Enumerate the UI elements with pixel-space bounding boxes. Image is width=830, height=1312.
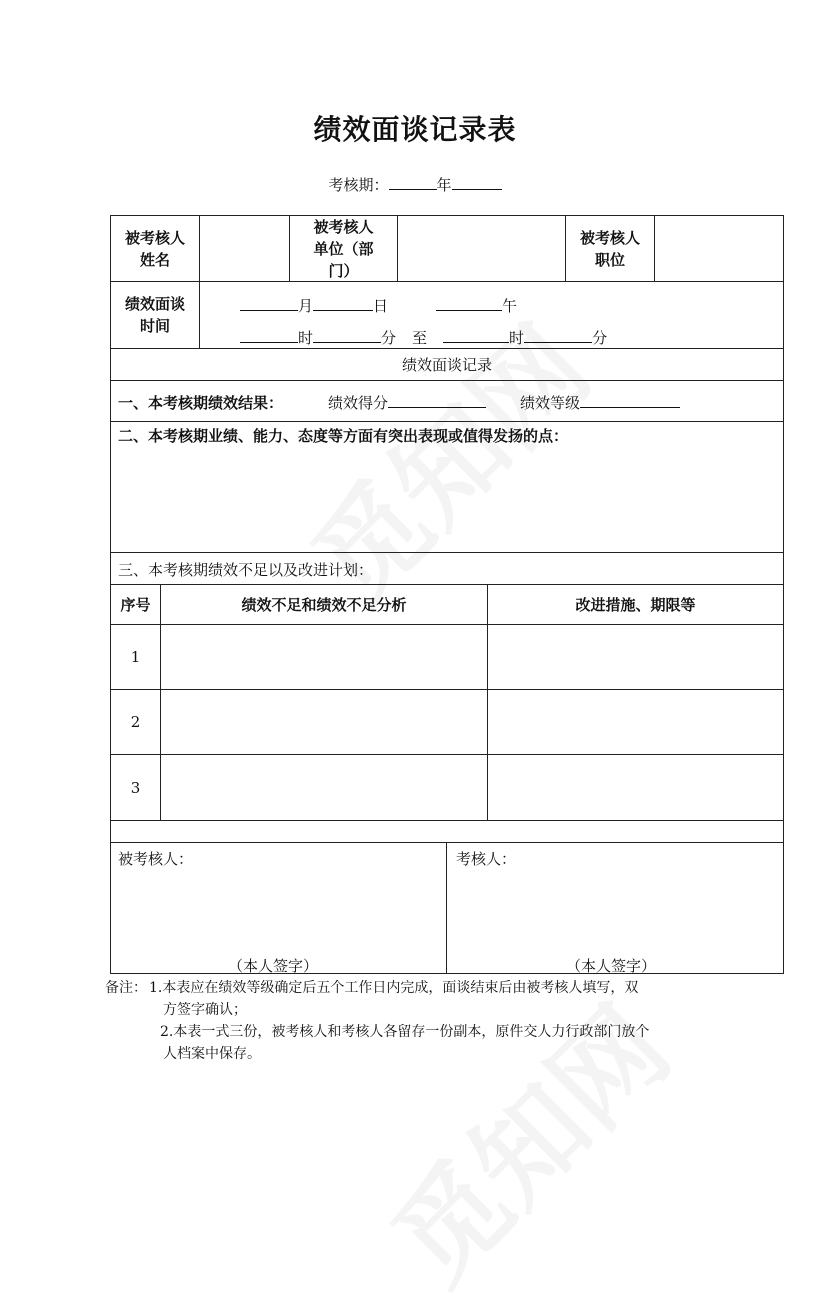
start-minute-blank[interactable] — [313, 328, 381, 343]
notes-prefix: 备注： — [105, 980, 147, 996]
employee-signature-area[interactable] — [111, 870, 446, 950]
period-label: 考核期： — [328, 176, 389, 194]
month-blank[interactable] — [240, 296, 298, 311]
note2-line2: 人档案中保存。 — [163, 1046, 261, 1062]
section2-input-area[interactable] — [111, 448, 783, 551]
section1-label: 一、本考核期绩效结果： — [118, 394, 284, 412]
employee-unit-field[interactable] — [398, 216, 565, 281]
section3-label: 三、本考核期绩效不足以及改进计划： — [118, 561, 374, 579]
noon-blank[interactable] — [436, 296, 502, 311]
interview-hour-line: 时 分 至 时 分 — [240, 327, 607, 348]
score-blank[interactable] — [388, 393, 486, 408]
grade-field: 绩效等级 — [520, 392, 680, 413]
improve-cell[interactable] — [488, 690, 783, 754]
row-index: 2 — [130, 713, 141, 731]
employee-unit-label: 被考核人单位（部门） — [313, 217, 374, 280]
col-index-header: 序号 — [120, 595, 151, 614]
note1-line2: 方签字确认； — [163, 1002, 247, 1018]
employee-name-field[interactable] — [200, 216, 289, 281]
employee-position-field[interactable] — [655, 216, 783, 281]
employee-sign-hint: （本人签字） — [228, 957, 319, 975]
day-blank[interactable] — [313, 296, 373, 311]
employee-signature-label: 被考核人： — [118, 850, 194, 868]
reviewer-signature-label: 考核人： — [456, 850, 517, 868]
review-period — [0, 174, 830, 195]
employee-name-label: 被考核人姓名 — [124, 228, 185, 269]
row-index: 3 — [130, 778, 141, 797]
interview-time-label: 绩效面谈时间 — [124, 295, 185, 335]
year-blank[interactable] — [389, 175, 437, 190]
note2-line1: 2.本表一式三份，被考核人和考核人各留存一份副本，原件交人力行政部门放个 — [160, 1024, 650, 1040]
end-hour-blank[interactable] — [443, 328, 509, 343]
grade-blank[interactable] — [580, 393, 680, 408]
start-hour-blank[interactable] — [240, 328, 298, 343]
record-title: 绩效面谈记录 — [401, 355, 492, 374]
end-minute-blank[interactable] — [524, 328, 592, 343]
row-index: 1 — [130, 648, 141, 666]
col-improve-header: 改进措施、期限等 — [575, 595, 696, 614]
shortfall-cell[interactable] — [161, 690, 487, 754]
watermark — [352, 966, 697, 1311]
employee-position-label: 被考核人职位 — [579, 228, 640, 269]
reviewer-sign-hint: （本人签字） — [566, 957, 657, 975]
note1-line1: 1.本表应在绩效等级确定后五个工作日内完成，面谈结束后由被考核人填写，双 — [149, 980, 639, 996]
shortfall-cell[interactable] — [161, 755, 487, 820]
reviewer-signature-area[interactable] — [447, 870, 783, 950]
col-shortfall-header: 绩效不足和绩效不足分析 — [241, 595, 407, 614]
improve-cell[interactable] — [488, 755, 783, 820]
year-label: 年 — [436, 176, 452, 194]
interview-date-line: 月 日 午 — [240, 295, 517, 316]
improve-cell[interactable] — [488, 625, 783, 689]
shortfall-cell[interactable] — [161, 625, 487, 689]
section2-label: 二、本考核期业绩、能力、态度等方面有突出表现或值得发扬的点： — [118, 427, 569, 445]
page-title: 绩效面谈记录表 — [313, 113, 517, 146]
period-blank[interactable] — [452, 175, 502, 190]
score-field: 绩效得分 — [328, 392, 486, 413]
